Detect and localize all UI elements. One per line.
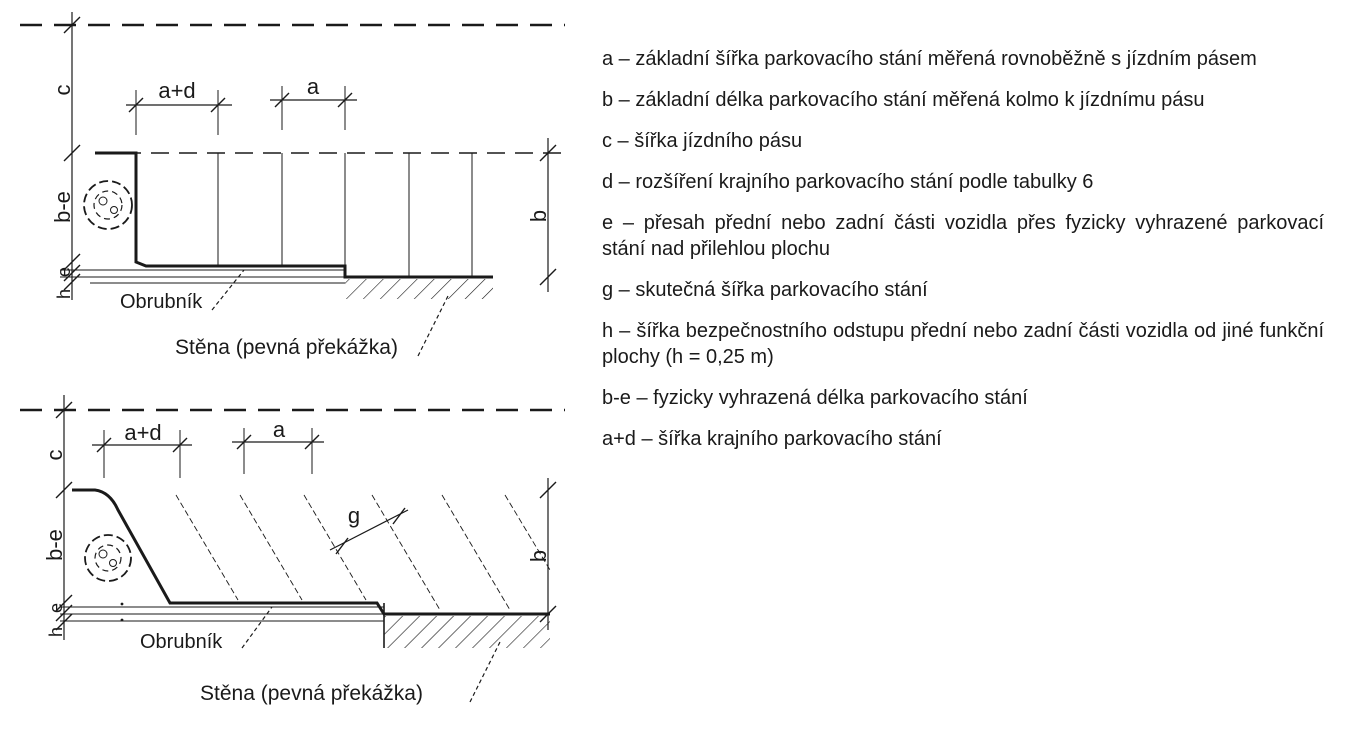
dot-marker: [121, 603, 124, 606]
label-a: a: [306, 74, 320, 99]
label-e: e: [54, 266, 74, 278]
stall-divider: [240, 495, 302, 600]
label-h: h: [54, 288, 74, 300]
legend-list: [602, 46, 1324, 467]
curb-label: Obrubník: [120, 291, 203, 313]
curb-outline: [72, 490, 550, 614]
wall-label: Stěna (pevná překážka): [175, 336, 398, 359]
label-c: c: [42, 449, 67, 461]
label-a: a: [272, 417, 286, 442]
label-a-plus-d: a+d: [158, 78, 196, 103]
tree-icon: [84, 181, 132, 229]
curb-label: Obrubník: [140, 631, 223, 653]
legend-item-b-minus-e: b-e – fyzicky vyhrazená délka parkovacího stání: [602, 387, 1028, 409]
legend-item-g: g – skutečná šířka parkovacího stání: [602, 279, 928, 301]
stall-divider: [372, 495, 440, 610]
legend-item-a-plus-d: a+d – šířka krajního parkovacího stání: [602, 428, 942, 450]
label-b: b: [526, 209, 551, 223]
label-b-minus-e: b-e: [42, 529, 67, 561]
label-g: g: [347, 503, 361, 528]
wall-hatch: [384, 616, 550, 648]
label-c: c: [50, 84, 75, 96]
label-b-minus-e: b-e: [50, 191, 75, 223]
wall-leader: [418, 296, 448, 356]
wall-label: Stěna (pevná překážka): [200, 682, 423, 705]
curb-outline: [95, 153, 493, 277]
label-h: h: [46, 626, 66, 638]
wall-hatch: [345, 279, 493, 299]
dim-tick: [393, 508, 405, 524]
label-a-plus-d: a+d: [124, 420, 162, 445]
legend-item-e: e – přesah přední nebo zadní části vozidla přes fyzicky vyhrazené parkovací stání nad přilehlou plochu: [602, 212, 1324, 260]
legend-item-h: h – šířka bezpečnostního odstupu přední nebo zadní části vozidla od jiné funkční plochy (h = 0,25 m): [602, 320, 1324, 368]
dot-marker: [121, 619, 124, 622]
dimension-g: [330, 510, 408, 550]
legend-item-d: d – rozšíření krajního parkovacího stání podle tabulky 6: [602, 171, 1094, 193]
legend-item-c: c – šířka jízdního pásu: [602, 130, 803, 152]
legend-item-b: b – základní délka parkovacího stání měřená kolmo k jízdnímu pásu: [602, 89, 1205, 111]
stall-divider: [176, 495, 238, 600]
label-b: b: [526, 549, 551, 563]
wall-leader: [470, 642, 500, 702]
curb-leader: [242, 607, 272, 648]
legend-item-a: a – základní šířka parkovacího stání měřená rovnoběžně s jízdním pásem: [602, 48, 1257, 70]
angled-parking-diagram: [20, 395, 565, 705]
tree-icon: [85, 535, 131, 581]
stall-divider: [442, 495, 510, 610]
perpendicular-parking-diagram: [20, 12, 565, 359]
parking-diagram: [0, 0, 600, 730]
label-e: e: [46, 602, 66, 614]
curb-leader: [212, 270, 244, 310]
